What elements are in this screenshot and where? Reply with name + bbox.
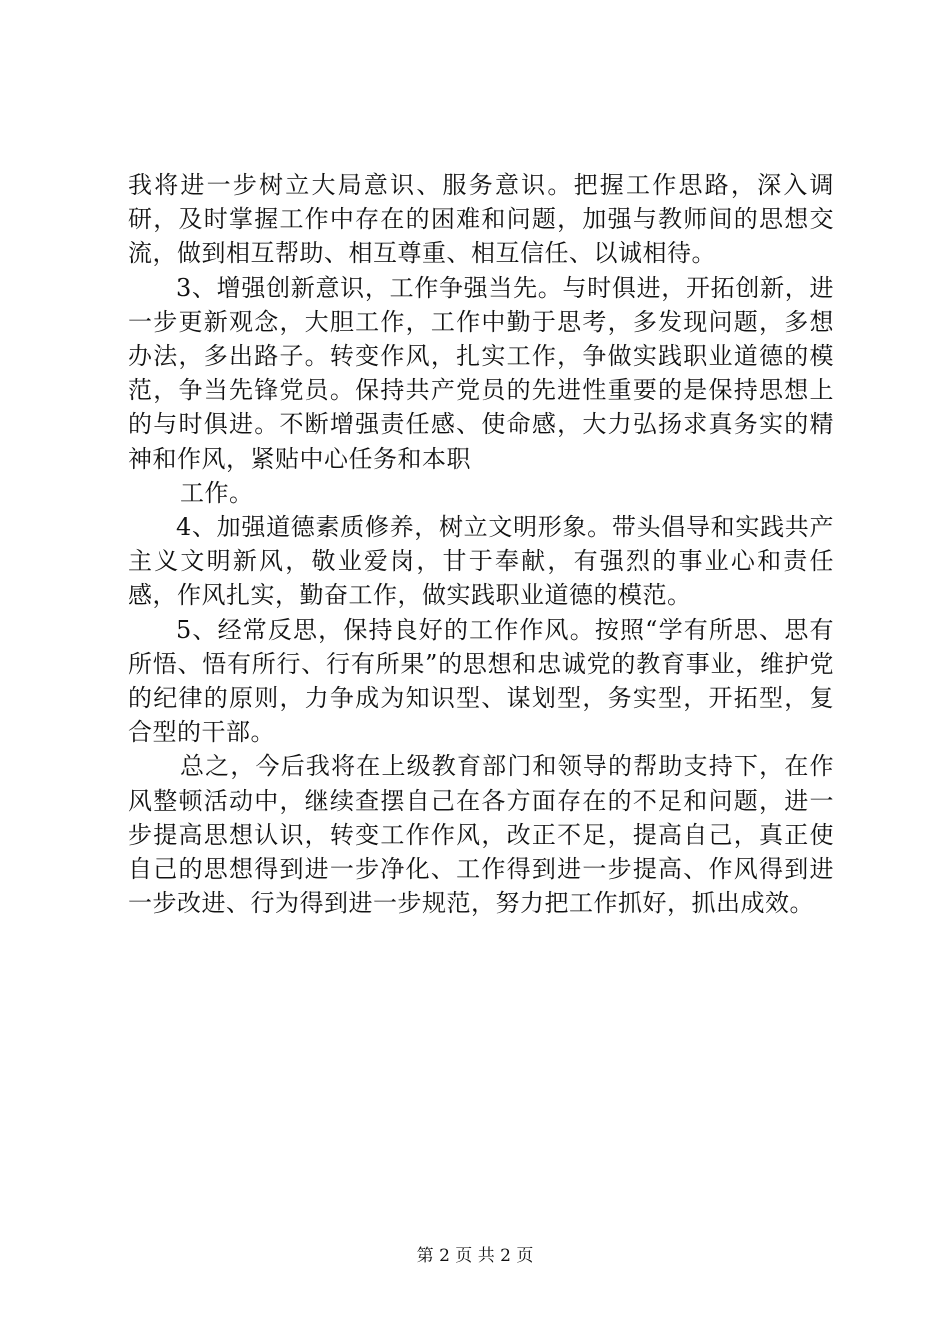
paragraph-continuation: 我将进一步树立大局意识、服务意识。把握工作思路，深入调研，及时掌握工作中存在的困难和问题，加强与教师间的思想交流，做到相互帮助、相互尊重、相互信任、以诚相待。 (128, 171, 834, 268)
paragraph-fragment: 工作。 (180, 478, 254, 507)
page-number-footer: 第 2 页 共 2 页 (416, 1246, 534, 1266)
paragraph-item-5: 5、经常反思，保持良好的工作作风。按照“学有所思、思有所悟、悟有所行、行有所果”的思想和忠诚党的教育事业，维护党的纪律的原则，力争成为知识型、谋划型，务实型，开拓型，复合型的干部。 (128, 615, 834, 747)
paragraph-conclusion: 总之，今后我将在上级教育部门和领导的帮助支持下，在作风整顿活动中，继续查摆自己在各方面存在的不足和问题，进一步提高思想认识，转变工作作风，改正不足，提高自己，真正使自己的思想得到进一步净化、工作得到进一步提高、作风得到进一步改进、行为得到进一步规范，努力把工作抓好，抓出成效。 (128, 752, 834, 918)
document-body (128, 168, 834, 920)
paragraph-item-4: 4、加强道德素质修养，树立文明形象。带头倡导和实践共产主义文明新风，敬业爱岗，甘于奉献，有强烈的事业心和责任感，作风扎实，勤奋工作，做实践职业道德的模范。 (128, 513, 834, 610)
paragraph-item-3: 3、增强创新意识，工作争强当先。与时俱进，开拓创新，进一步更新观念，大胆工作，工作中勤于思考，多发现问题，多想办法，多出路子。转变作风，扎实工作，争做实践职业道德的模范，争当先锋党员。保持共产党员的先进性重要的是保持思想上的与时俱进。不断增强责任感、使命感，大力弘扬求真务实的精神和作风，紧贴中心任务和本职 (128, 273, 834, 473)
